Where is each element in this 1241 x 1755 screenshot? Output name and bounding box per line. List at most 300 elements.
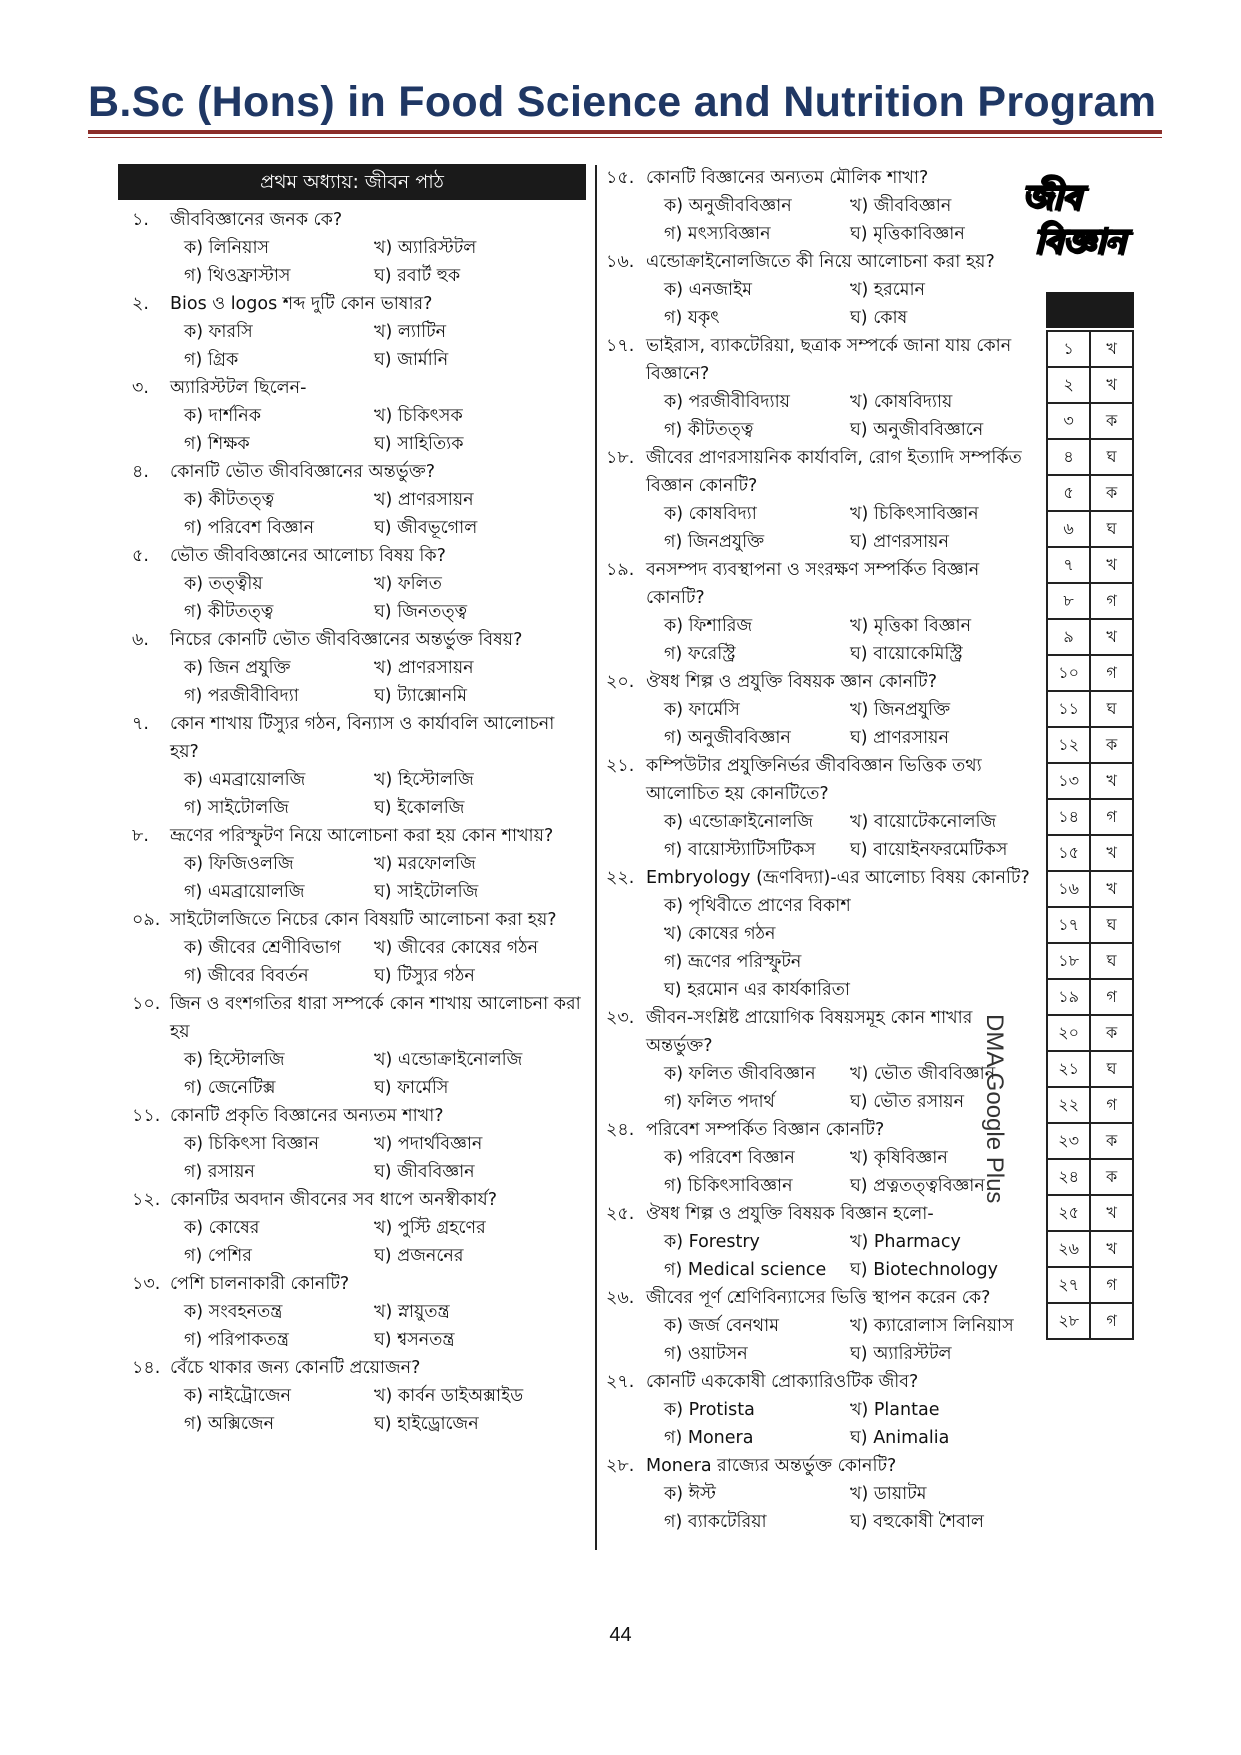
question-item <box>594 1284 1044 1368</box>
option-text: খ) জীববিজ্ঞান <box>850 196 952 216</box>
answer-option: ঘ <box>1090 691 1133 727</box>
option-text: খ) Plantae <box>850 1400 940 1420</box>
question-number: ১১. <box>132 1106 161 1126</box>
option-text: গ) সাইটোলজি <box>184 798 289 818</box>
option-text: গ) রসায়ন <box>184 1162 255 1182</box>
question-item <box>594 1116 1044 1200</box>
option-text: ক) জর্জ বেনথাম <box>664 1316 779 1336</box>
question-text: জীববিজ্ঞানের জনক কে? <box>170 210 343 230</box>
answer-option: ঘ <box>1090 1051 1133 1087</box>
answer-number: ৪ <box>1047 439 1090 475</box>
answer-number: ১১ <box>1047 691 1090 727</box>
question-row <box>118 626 586 654</box>
option-text: খ) কৃষিবিজ্ঞান <box>850 1148 948 1168</box>
option-text: গ) কীটতত্ত্ব <box>664 420 754 440</box>
option-text: ঘ) বায়োকেমিস্ট্রি <box>850 644 963 664</box>
page-title: B.Sc (Hons) in Food Science and Nutrition Program <box>88 78 1157 126</box>
option-text: খ) ডায়াটম <box>850 1484 927 1504</box>
question-number: ৬. <box>132 630 149 650</box>
options-grid <box>594 192 1044 248</box>
option-text: ঘ) প্রাণরসায়ন <box>850 728 949 748</box>
answer-option: খ <box>1090 871 1133 907</box>
question-item <box>118 542 586 626</box>
option-text: খ) ভৌত জীববিজ্ঞান <box>850 1064 996 1084</box>
answer-row <box>1047 1303 1133 1339</box>
option-text: ঘ) ভৌত রসায়ন <box>850 1092 965 1112</box>
answer-number: ২৫ <box>1047 1195 1090 1231</box>
option-text: গ) যকৃৎ <box>664 308 720 328</box>
question-item <box>118 1102 586 1186</box>
option-text: খ) পদার্থবিজ্ঞান <box>374 1134 483 1154</box>
options-grid <box>118 766 586 822</box>
option-text: ক) কীটতত্ত্ব <box>184 490 275 510</box>
option-text: গ) Monera <box>664 1428 754 1448</box>
options-grid <box>594 500 1044 556</box>
answer-key-table <box>1046 330 1134 1340</box>
option-text: ক) পরিবেশ বিজ্ঞান <box>664 1148 795 1168</box>
question-number: ৮. <box>132 826 149 846</box>
option-text: ক) জিন প্রযুক্তি <box>184 658 291 678</box>
chapter-heading: প্রথম অধ্যায়: জীবন পাঠ <box>118 164 586 200</box>
options-grid <box>594 696 1044 752</box>
question-row <box>594 864 1044 892</box>
answer-number: ১০ <box>1047 655 1090 691</box>
options-grid <box>118 570 586 626</box>
option-text: ঘ) শ্বসনতন্ত্র <box>374 1330 455 1350</box>
answer-row <box>1047 871 1133 907</box>
options-grid <box>118 850 586 906</box>
question-number: ১৬. <box>606 252 635 272</box>
answer-option: ঘ <box>1090 511 1133 547</box>
option-text: ঘ) জিনতত্ত্ব <box>374 602 468 622</box>
answer-number: ২০ <box>1047 1015 1090 1051</box>
answer-option: ঘ <box>1090 943 1133 979</box>
option-text: ঘ) হরমোন এর কার্যকারিতা <box>664 980 850 1000</box>
answer-row <box>1047 727 1133 763</box>
option-text: ঘ) প্রজননের <box>374 1246 464 1266</box>
question-item <box>594 248 1044 332</box>
option-text: গ) অক্সিজেন <box>184 1414 275 1434</box>
question-number: ৫. <box>132 546 149 566</box>
answer-number: ২৬ <box>1047 1231 1090 1267</box>
options-grid <box>118 934 586 990</box>
question-row <box>118 1186 586 1214</box>
option-text: খ) ফলিত <box>374 574 442 594</box>
option-text: গ) জেনেটিক্স <box>184 1078 276 1098</box>
option-text: ক) ফলিত জীববিজ্ঞান <box>664 1064 816 1084</box>
option-text: ক) ফার্মেসি <box>664 700 740 720</box>
option-text: ঘ) অ্যারিস্টটল <box>850 1344 952 1364</box>
question-row <box>594 1116 1044 1144</box>
options-grid <box>594 808 1044 864</box>
subject-logo-line1: জীব <box>1022 178 1082 218</box>
options-grid <box>594 1144 1044 1200</box>
option-text: ক) নাইট্রোজেন <box>184 1386 291 1406</box>
option-text: ক) Forestry <box>664 1232 760 1252</box>
option-text: ঘ) রবার্ট হুক <box>374 266 461 286</box>
option-text: ঘ) জীবভূগোল <box>374 518 478 538</box>
option-text: খ) চিকিৎসক <box>374 406 463 426</box>
answer-option: গ <box>1090 1267 1133 1303</box>
answer-row <box>1047 331 1133 367</box>
option-text: ঘ) ইকোলজি <box>374 798 465 818</box>
question-text: কোনটি এককোষী প্রোক্যারিওটিক জীব? <box>646 1372 919 1392</box>
option-text: গ) পেশির <box>184 1246 252 1266</box>
options-grid <box>118 1214 586 1270</box>
question-item <box>118 906 586 990</box>
question-item <box>594 1452 1044 1536</box>
option-text: ঘ) জার্মানি <box>374 350 449 370</box>
answer-option: খ <box>1090 1195 1133 1231</box>
options-grid <box>118 402 586 458</box>
question-text: পেশি চালনাকারী কোনটি? <box>170 1274 350 1294</box>
question-number: ২৮. <box>606 1456 635 1476</box>
answer-row <box>1047 619 1133 655</box>
answer-number: ৮ <box>1047 583 1090 619</box>
answer-number: ১৮ <box>1047 943 1090 979</box>
question-text: সাইটোলজিতে নিচের কোন বিষয়টি আলোচনা করা হয়? <box>170 910 557 930</box>
option-text: খ) প্রাণরসায়ন <box>374 658 474 678</box>
question-row <box>594 752 1044 808</box>
option-text: খ) হিস্টোলজি <box>374 770 474 790</box>
question-text: ঔষধ শিল্প ও প্রযুক্তি বিষয়ক জ্ঞান কোনটি? <box>646 672 937 692</box>
right-column <box>594 164 1044 1536</box>
option-text: খ) মরফোলজি <box>374 854 476 874</box>
answer-option: গ <box>1090 655 1133 691</box>
option-text: খ) অ্যারিস্টটল <box>374 238 477 258</box>
answer-option: খ <box>1090 835 1133 871</box>
question-number: ১৫. <box>606 168 635 188</box>
option-text: ক) ফিজিওলজি <box>184 854 294 874</box>
answer-option: খ <box>1090 367 1133 403</box>
options-grid <box>118 1382 586 1438</box>
question-number: ০৯. <box>132 910 161 930</box>
answer-option: গ <box>1090 1087 1133 1123</box>
answer-number: ২৮ <box>1047 1303 1090 1339</box>
question-text: জীবের প্রাণরসায়নিক কার্যাবলি, রোগ ইত্যাদি সম্পর্কিত বিজ্ঞান কোনটি? <box>646 448 1022 496</box>
question-number: ২৭. <box>606 1372 635 1392</box>
answer-option: ক <box>1090 1159 1133 1195</box>
option-text: ঘ) ফার্মেসি <box>374 1078 449 1098</box>
question-list-right <box>594 164 1044 1536</box>
watermark: DMA Google Plus <box>981 1014 1008 1204</box>
answer-number: ১৯ <box>1047 979 1090 1015</box>
question-row <box>594 1200 1044 1228</box>
option-text: খ) জিনপ্রযুক্তি <box>850 700 951 720</box>
option-text: ঘ) বহুকোষী শৈবাল <box>850 1512 984 1532</box>
question-text: কম্পিউটার প্রযুক্তিনির্ভর জীববিজ্ঞান ভিত্তিক তথ্য আলোচিত হয় কোনটিতে? <box>646 756 982 804</box>
question-text: কোনটি প্রকৃতি বিজ্ঞানের অন্যতম শাখা? <box>170 1106 444 1126</box>
question-number: ১০. <box>132 994 161 1014</box>
answer-row <box>1047 367 1133 403</box>
answer-row <box>1047 943 1133 979</box>
option-text: খ) কার্বন ডাইঅক্সাইড <box>374 1386 524 1406</box>
answer-number: ১৫ <box>1047 835 1090 871</box>
question-text: কোনটির অবদান জীবনের সব ধাপে অনস্বীকার্য? <box>170 1190 498 1210</box>
option-text: গ) অনুজীববিজ্ঞান <box>664 728 791 748</box>
question-row <box>118 290 586 318</box>
option-text: ঘ) বায়োইনফরমেটিকস <box>850 840 1008 860</box>
question-row <box>118 542 586 570</box>
options-grid <box>118 1130 586 1186</box>
question-number: ১৮. <box>606 448 635 468</box>
answer-number: ৭ <box>1047 547 1090 583</box>
options-grid <box>118 1046 586 1102</box>
option-text: ঘ) প্রাণরসায়ন <box>850 532 949 552</box>
question-item <box>118 374 586 458</box>
option-text: ঘ) হাইড্রোজেন <box>374 1414 479 1434</box>
question-row <box>594 332 1044 388</box>
option-text: খ) কোষের গঠন <box>664 924 776 944</box>
option-text: ঘ) Animalia <box>850 1428 950 1448</box>
question-item <box>118 822 586 906</box>
answer-option: ক <box>1090 1015 1133 1051</box>
option-text: ঘ) সাহিত্যিক <box>374 434 464 454</box>
question-text: জীবের পূর্ণ শ্রেণিবিন্যাসের ভিত্তি স্থাপন করেন কে? <box>646 1288 991 1308</box>
answer-number: ২ <box>1047 367 1090 403</box>
question-row <box>594 1368 1044 1396</box>
question-item <box>594 556 1044 668</box>
title-underline <box>88 130 1162 134</box>
answer-row <box>1047 691 1133 727</box>
options-grid <box>594 612 1044 668</box>
question-row <box>594 164 1044 192</box>
answer-row <box>1047 655 1133 691</box>
option-text: গ) ওয়াটসন <box>664 1344 748 1364</box>
option-text: ক) চিকিৎসা বিজ্ঞান <box>184 1134 319 1154</box>
question-number: ১. <box>132 210 149 230</box>
question-text: বেঁচে থাকার জন্য কোনটি প্রয়োজন? <box>170 1358 421 1378</box>
options-grid <box>118 234 586 290</box>
option-text: গ) জীবের বিবর্তন <box>184 966 309 986</box>
question-row <box>594 1004 1044 1060</box>
subject-logo-line2: বিজ্ঞান <box>1034 222 1126 262</box>
answer-row <box>1047 547 1133 583</box>
option-text: ঘ) অনুজীববিজ্ঞানে <box>850 420 984 440</box>
options-grid <box>118 318 586 374</box>
option-text: খ) প্রাণরসায়ন <box>374 490 474 510</box>
answer-option: ক <box>1090 403 1133 439</box>
question-row <box>594 1284 1044 1312</box>
option-text: ক) তত্ত্বীয় <box>184 574 263 594</box>
question-row <box>118 1102 586 1130</box>
question-number: ২১. <box>606 756 635 776</box>
question-text: কোন শাখায় টিস্যুর গঠন, বিন্যাস ও কার্যাবলি আলোচনা হয়? <box>170 714 555 762</box>
question-number: ২৩. <box>606 1008 635 1028</box>
question-item <box>118 1354 586 1438</box>
question-row <box>118 1270 586 1298</box>
answer-option: খ <box>1090 1231 1133 1267</box>
option-text: গ) গ্রিক <box>184 350 239 370</box>
question-row <box>118 206 586 234</box>
option-text: ঘ) প্রত্নতত্ত্ববিজ্ঞান <box>850 1176 985 1196</box>
question-text: বনসম্পদ ব্যবস্থাপনা ও সংরক্ষণ সম্পর্কিত বিজ্ঞান কোনটি? <box>646 560 980 608</box>
question-number: ১২. <box>132 1190 161 1210</box>
answer-row <box>1047 1015 1133 1051</box>
question-text: ঔষধ শিল্প ও প্রযুক্তি বিষয়ক বিজ্ঞান হলো- <box>646 1204 934 1224</box>
question-number: ২. <box>132 294 149 314</box>
question-number: ২০. <box>606 672 635 692</box>
option-text: ক) সংবহনতন্ত্র <box>184 1302 283 1322</box>
option-text: ক) ফিশারিজ <box>664 616 753 636</box>
options-grid <box>594 276 1044 332</box>
answer-number: ১২ <box>1047 727 1090 763</box>
option-text: ঘ) মৃত্তিকাবিজ্ঞান <box>850 224 965 244</box>
option-text: ক) জীবের শ্রেণীবিভাগ <box>184 938 341 958</box>
left-column <box>118 164 586 1438</box>
question-item <box>594 1368 1044 1452</box>
option-text: ক) কোষবিদ্যা <box>664 504 757 524</box>
option-text: গ) বায়োস্ট্যাটিসটিকস <box>664 840 816 860</box>
question-row <box>118 458 586 486</box>
options-grid <box>594 892 1044 1004</box>
answer-row <box>1047 1123 1133 1159</box>
question-text: কোনটি বিজ্ঞানের অন্যতম মৌলিক শাখা? <box>646 168 929 188</box>
option-text: ঘ) কোষ <box>850 308 908 328</box>
answer-option: খ <box>1090 547 1133 583</box>
option-text: ক) এনজাইম <box>664 280 752 300</box>
question-number: ২৬. <box>606 1288 635 1308</box>
option-text: ক) ঈস্ট <box>664 1484 716 1504</box>
answer-row <box>1047 511 1133 547</box>
option-text: খ) জীবের কোষের গঠন <box>374 938 539 958</box>
question-text: জীবন-সংশ্লিষ্ট প্রায়োগিক বিষয়সমূহ কোন শাখার অন্তর্ভুক্ত? <box>646 1008 973 1056</box>
option-text: ঘ) জীববিজ্ঞান <box>374 1162 475 1182</box>
option-text: ক) দার্শনিক <box>184 406 261 426</box>
answer-row <box>1047 835 1133 871</box>
option-text: খ) বায়োটেকনোলজি <box>850 812 997 832</box>
answer-option: গ <box>1090 799 1133 835</box>
answer-row <box>1047 1087 1133 1123</box>
question-row <box>118 1354 586 1382</box>
answer-option: ঘ <box>1090 439 1133 475</box>
option-text: গ) পরিবেশ বিজ্ঞান <box>184 518 315 538</box>
option-text: গ) এমব্রায়োলজি <box>184 882 305 902</box>
answer-number: ১৭ <box>1047 907 1090 943</box>
answer-row <box>1047 763 1133 799</box>
answer-row <box>1047 1159 1133 1195</box>
option-text: গ) ভ্রূণের পরিস্ফুটন <box>664 952 802 972</box>
question-number: ৪. <box>132 462 149 482</box>
question-item <box>594 444 1044 556</box>
option-text: ঘ) টিস্যুর গঠন <box>374 966 475 986</box>
option-text: খ) মৃত্তিকা বিজ্ঞান <box>850 616 972 636</box>
answer-option: ক <box>1090 475 1133 511</box>
answer-row <box>1047 1231 1133 1267</box>
option-text: ক) হিস্টোলজি <box>184 1050 285 1070</box>
answer-option: গ <box>1090 583 1133 619</box>
option-text: খ) পুস্টি গ্রহণের <box>374 1218 486 1238</box>
question-item <box>118 290 586 374</box>
option-text: ক) কোষের <box>184 1218 260 1238</box>
question-item <box>594 164 1044 248</box>
question-row <box>118 710 586 766</box>
question-number: ১৭. <box>606 336 635 356</box>
options-grid <box>594 1228 1044 1284</box>
answer-number: ১৩ <box>1047 763 1090 799</box>
answer-number: ২৭ <box>1047 1267 1090 1303</box>
question-text: Embryology (ভ্রূণবিদ্যা)-এর আলোচ্য বিষয় কোনটি? <box>646 868 1030 888</box>
option-text: ঘ) Biotechnology <box>850 1260 998 1280</box>
answer-row <box>1047 439 1133 475</box>
option-text: খ) হরমোন <box>850 280 925 300</box>
answer-row <box>1047 979 1133 1015</box>
question-number: ১৪. <box>132 1358 161 1378</box>
options-grid <box>594 1312 1044 1368</box>
question-text: ভৌত জীববিজ্ঞানের আলোচ্য বিষয় কি? <box>170 546 446 566</box>
subject-logo <box>1022 176 1170 276</box>
option-text: গ) শিক্ষক <box>184 434 250 454</box>
question-item <box>118 626 586 710</box>
question-number: ১৩. <box>132 1274 161 1294</box>
answer-option: ঘ <box>1090 907 1133 943</box>
answer-option: ক <box>1090 727 1133 763</box>
option-text: ক) লিনিয়াস <box>184 238 270 258</box>
answer-number: ২৪ <box>1047 1159 1090 1195</box>
question-text: Monera রাজ্যের অন্তর্ভুক্ত কোনটি? <box>646 1456 897 1476</box>
question-item <box>118 1186 586 1270</box>
option-text: গ) থিওফ্রাস্টাস <box>184 266 291 286</box>
answer-number: ৬ <box>1047 511 1090 547</box>
question-text: এন্ডোক্রাইনোলজিতে কী নিয়ে আলোচনা করা হয়? <box>646 252 995 272</box>
answer-option: ক <box>1090 1123 1133 1159</box>
question-text: নিচের কোনটি ভৌত জীববিজ্ঞানের অন্তর্ভুক্ত বিষয়? <box>170 630 523 650</box>
question-number: ২৫. <box>606 1204 635 1224</box>
answer-number: ১৬ <box>1047 871 1090 907</box>
question-item <box>594 1004 1044 1116</box>
option-text: ক) Protista <box>664 1400 755 1420</box>
option-text: খ) ক্যারোলাস লিনিয়াস <box>850 1316 1014 1336</box>
answer-number: ১৪ <box>1047 799 1090 835</box>
question-row <box>594 1452 1044 1480</box>
question-item <box>594 332 1044 444</box>
question-text: পরিবেশ সম্পর্কিত বিজ্ঞান কোনটি? <box>646 1120 885 1140</box>
answer-number: ২২ <box>1047 1087 1090 1123</box>
question-number: ২৪. <box>606 1120 635 1140</box>
option-text: গ) জিনপ্রযুক্তি <box>664 532 765 552</box>
option-text: খ) চিকিৎসাবিজ্ঞান <box>850 504 979 524</box>
answer-key-header <box>1046 292 1134 328</box>
option-text: গ) পরজীবীবিদ্যা <box>184 686 299 706</box>
option-text: গ) ফরেস্ট্রি <box>664 644 736 664</box>
answer-option: গ <box>1090 979 1133 1015</box>
question-row <box>118 374 586 402</box>
option-text: ঘ) সাইটোলজি <box>374 882 479 902</box>
option-text: খ) Pharmacy <box>850 1232 961 1252</box>
answer-row <box>1047 1051 1133 1087</box>
option-text: খ) স্নায়ুতন্ত্র <box>374 1302 450 1322</box>
option-text: ক) অনুজীববিজ্ঞান <box>664 196 792 216</box>
question-row <box>594 248 1044 276</box>
option-text: ক) ফারসি <box>184 322 253 342</box>
question-row <box>594 444 1044 500</box>
question-text: Bios ও logos শব্দ দুটি কোন ভাষার? <box>170 294 433 314</box>
question-number: ২২. <box>606 868 635 888</box>
answer-row <box>1047 583 1133 619</box>
question-row <box>118 906 586 934</box>
answer-row <box>1047 907 1133 943</box>
title-underline-thin <box>88 137 1162 138</box>
answer-number: ৩ <box>1047 403 1090 439</box>
question-number: ৭. <box>132 714 149 734</box>
question-text: কোনটি ভৌত জীববিজ্ঞানের অন্তর্ভুক্ত? <box>170 462 435 482</box>
option-text: খ) ল্যাটিন <box>374 322 447 342</box>
question-row <box>118 990 586 1046</box>
answer-row <box>1047 1195 1133 1231</box>
page-number: 44 <box>609 1624 632 1646</box>
question-item <box>594 668 1044 752</box>
option-text: গ) Medical science <box>664 1260 827 1280</box>
